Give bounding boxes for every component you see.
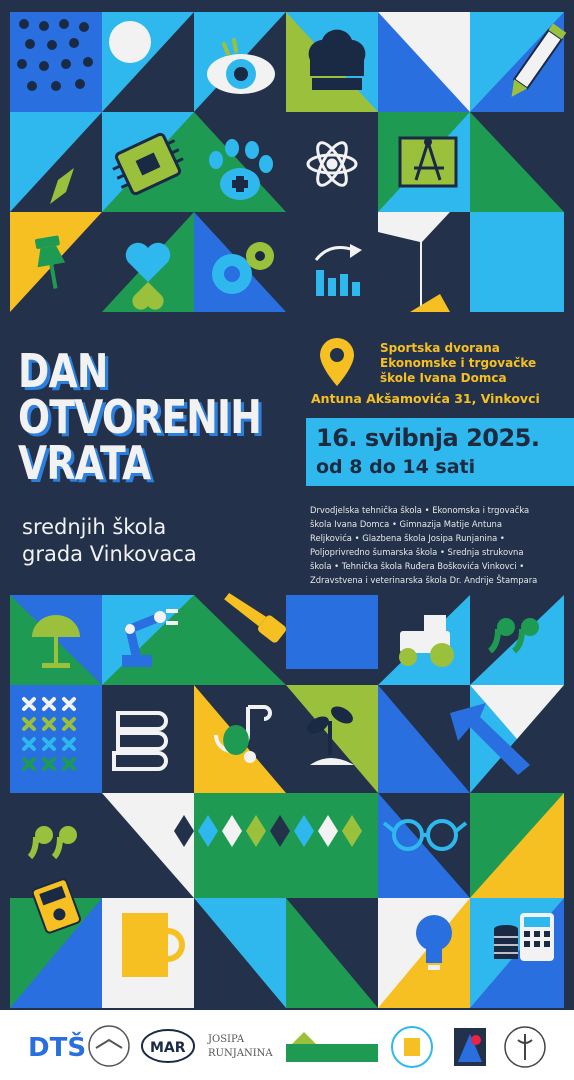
subtitle-line-1: srednjih škola [22,515,167,539]
venue-address: Antuna Akšamovića 31, Vinkovci [311,391,540,406]
svg-text:DTŠ: DTŠ [28,1033,87,1063]
top-icon-grid [10,12,564,312]
eitsid-logo [86,1024,132,1068]
title-line-1: DAN [18,344,108,398]
schools-line: Poljoprivredno šumarska škola • Srednja strukovna [310,547,524,557]
venue-line-1: Sportska dvorana [380,341,500,355]
josipa-runjanina-logo [206,1028,272,1064]
footer-logos [0,1010,574,1080]
event-title [18,344,314,490]
circle-icon [109,21,151,63]
svg-text:RUNJANINA: RUNJANINA [208,1048,273,1059]
svg-text:MAR: MAR [150,1040,186,1056]
event-date: 16. svibnja 2025. [316,424,540,452]
subtitle-line-2: grada Vinkovaca [22,542,197,566]
schools-line: škola Ivana Domca • Gimnazija Matije Antuna [310,519,502,529]
schools-line: Zdravstvena i veterinarska škola Dr. Andrije Štampara [310,575,538,585]
schools-line: Reljkovića • Glazbena škola Josipa Runjanina • [310,533,505,543]
venue-name [380,341,536,386]
schools-list [310,503,572,587]
trb-logo [450,1024,490,1070]
svg-text:JOSIPA: JOSIPA [208,1034,245,1045]
location-pin-icon [318,336,356,388]
venue-line-3: škole Ivana Domca [380,371,507,385]
psv-logo [284,1030,380,1064]
schools-line: škola • Tehnička škola Ruđera Boškovića Vinkovci • [310,561,525,571]
title-line-3: VRATA [18,436,151,490]
blueprint-icon [400,138,456,186]
zvs-logo [500,1024,550,1070]
mar-logo [140,1026,196,1066]
schools-line: Drvodjelska tehnička škola • Ekonomska i trgovačka [310,505,530,515]
title-line-2: OTVORENIH [18,390,262,444]
event-time: od 8 do 14 sati [316,456,476,478]
bottom-icon-grid [10,595,564,1008]
venue-line-2: Ekonomske i trgovačke [380,356,537,370]
event-subtitle [22,514,197,568]
ssk-logo [386,1024,438,1070]
dts-logo [26,1024,87,1068]
